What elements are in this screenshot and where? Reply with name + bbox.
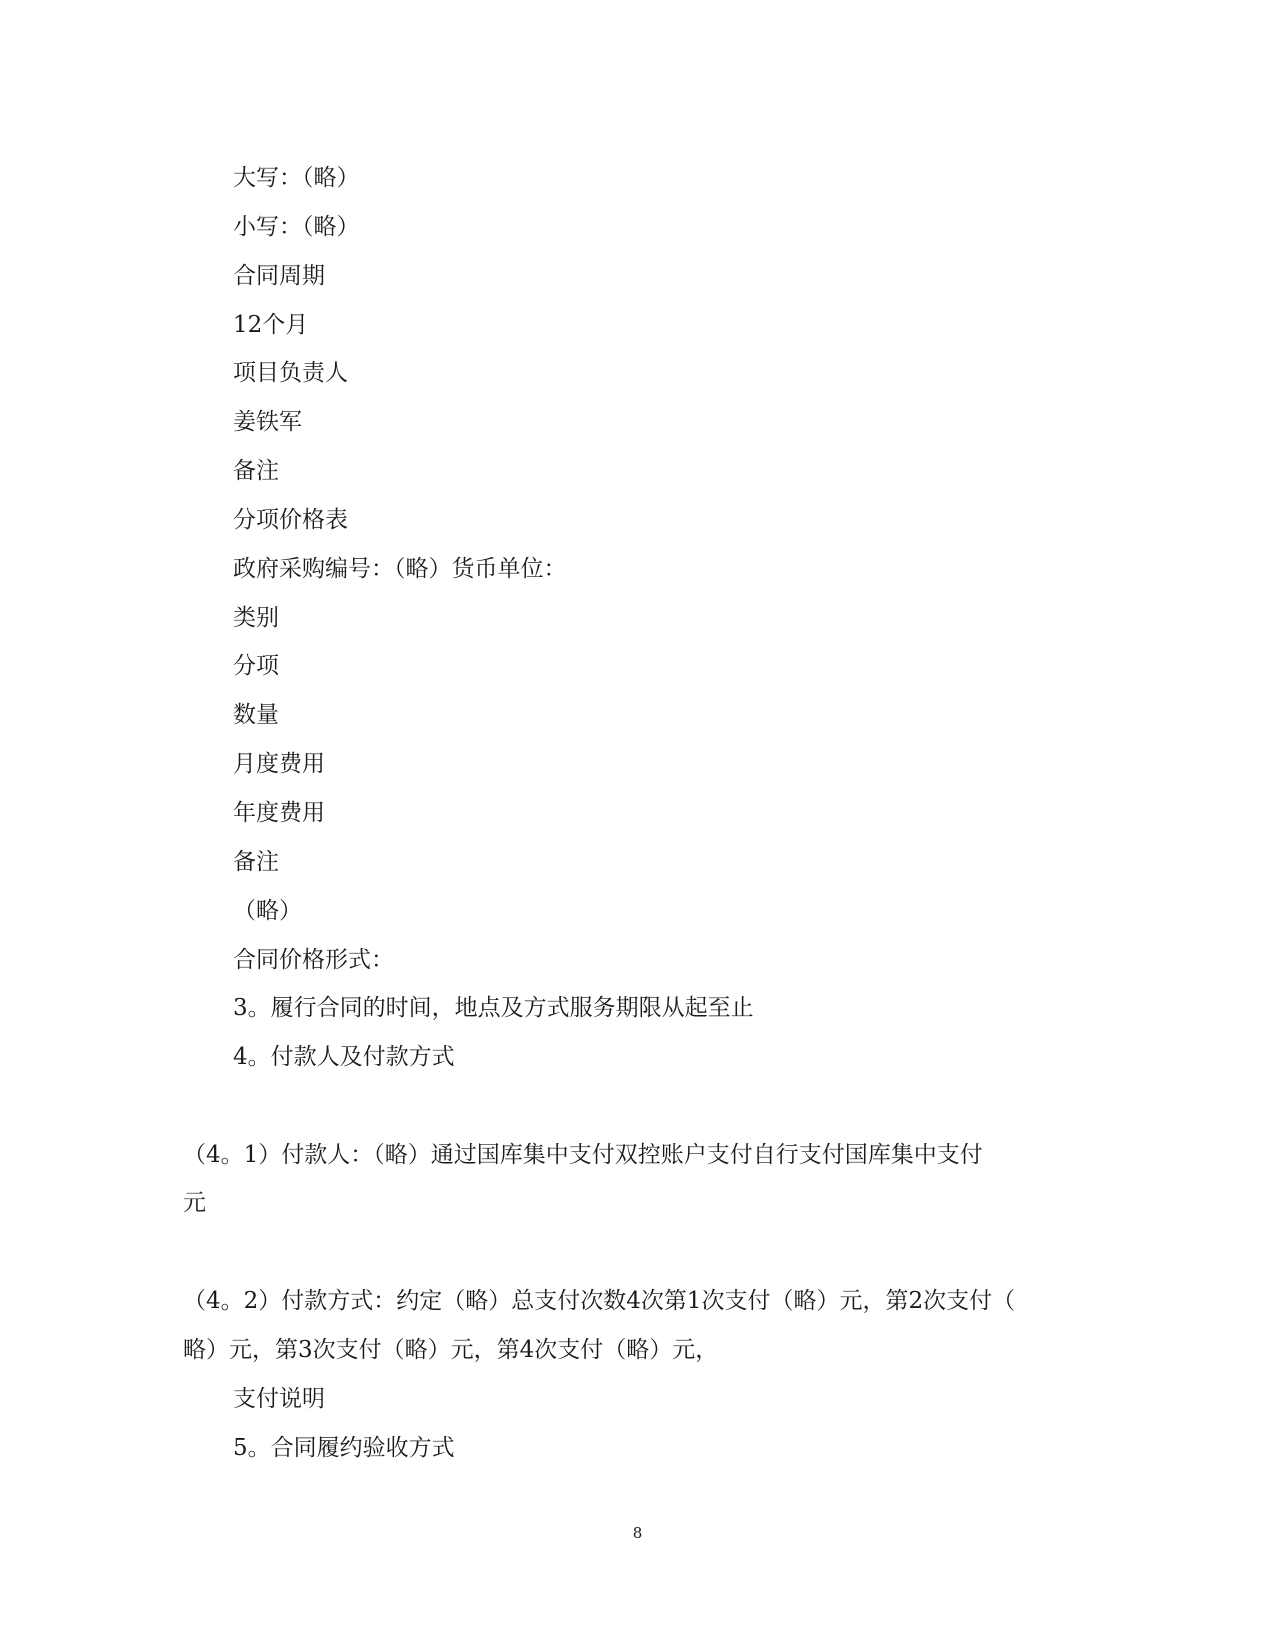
text-line: 大写：（略） bbox=[233, 165, 360, 191]
text-line: 分项价格表 bbox=[233, 507, 348, 533]
text-line: 备注 bbox=[233, 849, 279, 875]
text-line: 分项 bbox=[233, 653, 279, 679]
text-line: （4。1）付款人：（略）通过国库集中支付双控账户支付自行支付国库集中支付 bbox=[183, 1142, 983, 1168]
text-line: 合同周期 bbox=[233, 263, 325, 289]
text-line: 项目负责人 bbox=[233, 360, 348, 386]
text-line: 姜铁军 bbox=[233, 409, 302, 435]
text-line: 月度费用 bbox=[233, 751, 325, 777]
text-line: 支付说明 bbox=[233, 1386, 325, 1412]
text-line: 合同价格形式： bbox=[233, 947, 394, 973]
text-line: 4。付款人及付款方式 bbox=[233, 1044, 455, 1070]
text-line: （略） bbox=[233, 898, 302, 924]
page-number: 8 bbox=[632, 1524, 643, 1542]
text-line: 5。合同履约验收方式 bbox=[233, 1435, 455, 1461]
text-line: 类别 bbox=[233, 605, 279, 631]
text-line: 备注 bbox=[233, 458, 279, 484]
text-line: 12个月 bbox=[233, 312, 309, 338]
text-line: 政府采购编号：（略）货币单位： bbox=[233, 556, 567, 582]
text-line: 年度费用 bbox=[233, 800, 325, 826]
text-line: （4。2）付款方式：约定（略）总支付次数4次第1次支付（略）元，第2次支付（ bbox=[183, 1288, 1016, 1314]
text-line: 小写：（略） bbox=[233, 214, 360, 240]
text-line: 略）元，第3次支付（略）元，第4次支付（略）元， bbox=[183, 1337, 719, 1363]
text-line: 元 bbox=[183, 1190, 206, 1216]
text-line: 数量 bbox=[233, 702, 279, 728]
text-line: 3。履行合同的时间，地点及方式服务期限从起至止 bbox=[233, 995, 754, 1021]
